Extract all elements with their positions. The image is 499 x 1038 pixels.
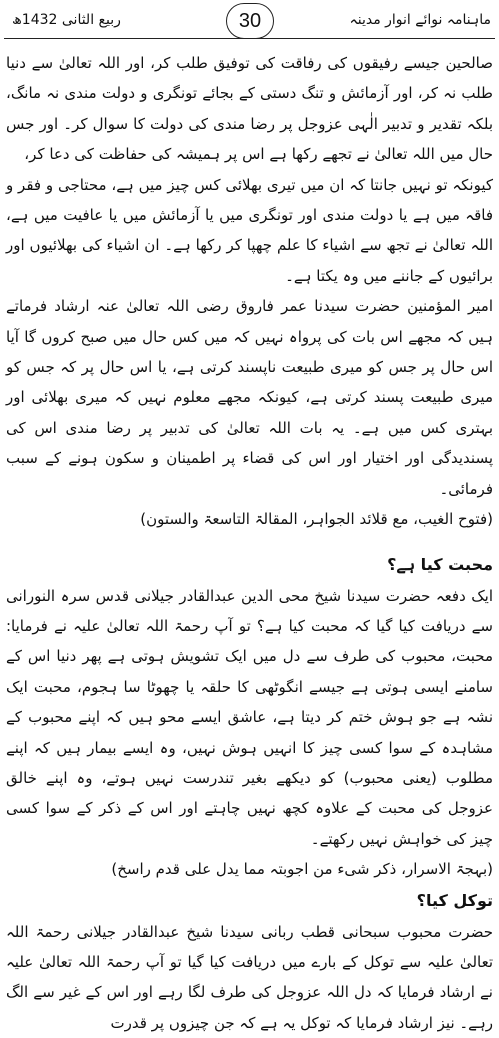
paragraph: حضرت محبوب سبحانی قطب ربانی سیدنا شیخ عبدالقادر جیلانی رحمۃ اللہ تعالیٰ علیہ سے توکل کے بارے میں دریافت کیا گیا تو آپ رحمۃ اللہ تعالیٰ علیہ نے ارشاد فرمایا کہ دل اللہ عزوجل کی طرف لگا رہے اور اس کے غیر سے الگ رہے۔ نیز ارشاد فرمایا کہ توکل یہ ہے کہ جن چیزوں پر قدرت	[6, 922, 493, 1032]
article-body	[6, 48, 493, 1038]
spacer	[6, 535, 493, 549]
issue-date: ربیع الثانی 1432ھ	[12, 12, 121, 28]
section-heading: توکل کیا؟	[416, 890, 493, 910]
paragraph: کیونکہ تو نہیں جانتا کہ ان میں تیری بھلائی کس چیز میں ہے، محتاجی و فقر و فاقہ میں ہے یا دولت مندی اور تونگری میں یا آزمائش میں یا عافیت میں ہے، اللہ تعالیٰ نے تجھ سے اشیاء کا علم چھپا کر رکھا ہے۔ ان اشیاء کی بھلائیوں اور برائیوں کے جاننے میں وہ یکتا ہے۔	[6, 175, 493, 285]
header-rule	[4, 38, 495, 39]
page-header	[0, 0, 499, 40]
section-heading: محبت کیا ہے؟	[387, 554, 493, 574]
paragraph: ایک دفعہ حضرت سیدنا شیخ محی الدین عبدالقادر جیلانی قدس سرہ النورانی سے دریافت کیا گیا کہ محبت کیا ہے؟ تو آپ رحمۃ اللہ تعالیٰ علیہ نے فرمایا: محبت، محبوب کی طرف سے دل میں ایک تشویش ہوتی ہے پھر دنیا اس کے سامنے ایسی ہوتی ہے جیسے انگوٹھی کا حلقہ یا چھوٹا سا ہجوم، محبت ایک نشہ ہے جو ہوش ختم کر دیتا ہے، عاشق ایسے محو ہیں کہ اپنے محبوب کے مشاہدہ کے سوا کسی چیز کا انہیں ہوش نہیں، وہ ایسے بیمار ہیں کہ اپنے مطلوب (یعنی محبوب) کو دیکھے بغیر تندرست نہیں ہوتے، وہ اپنے خالق عزوجل کی محبت کے علاوہ کچھ نہیں چاہتے اور اس کے ذکر کے سوا کسی چیز کی خواہش نہیں رکھتے۔	[6, 586, 493, 848]
reference: (فتوح الغیب، مع قلائد الجواہر، المقالۃ التاسعۃ والستون)	[140, 510, 493, 529]
reference: (بہجۃ الاسرار، ذکر شیء من اجوبتہ مما یدل علی قدم راسخ)	[111, 860, 493, 879]
magazine-title: ماہنامہ نوائے انوار مدینہ	[349, 12, 491, 28]
page-number: 30	[226, 3, 274, 39]
paragraph: صالحین جیسے رفیقوں کی رفاقت کی توفیق طلب کر، اور اللہ تعالیٰ سے دنیا طلب نہ کر، اور آزمائش و تنگ دستی کے بجائے تونگری و دولت مندی نہ مانگ، بلکہ تقدیر و تدبیر الٰہی عزوجل پر رضا مندی کی دولت کا سوال کر۔ اور جس حال میں اللہ تعالیٰ نے تجھے رکھا ہے اس پر ہمیشہ کی حفاظت کی دعا کر،	[6, 54, 493, 164]
paragraph: امیر المؤمنین حضرت سیدنا عمر فاروق رضی اللہ تعالیٰ عنہ ارشاد فرماتے ہیں کہ مجھے اس بات کی پرواہ نہیں کہ میں کس حال میں صبح کروں گا آیا اس حال پر جس کو میری طبیعت ناپسند کرتی ہے، یا اس حال پر کہ جس کو میری طبیعت پسند کرتی ہے، کیونکہ مجھے معلوم نہیں کہ میری بھلائی اور بہتری کس میں ہے۔ یہ بات اللہ تعالیٰ کی تدبیر پر رضا مندی اس کی پسندیدگی اور اختیار اور اس کی قضاء پر اطمینان و سکون ہونے کے سبب فرمائی۔	[6, 297, 493, 498]
